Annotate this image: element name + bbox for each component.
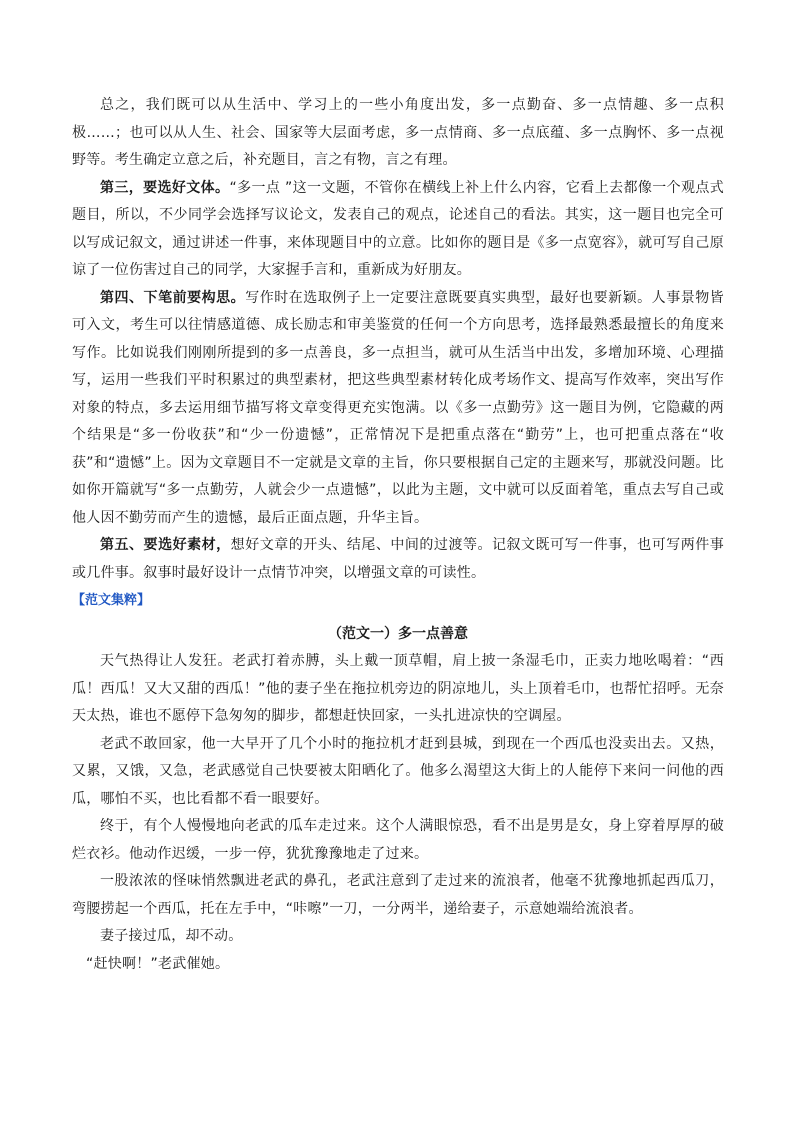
paragraph-fourth-point [72,285,724,533]
essay-title: （范文一）多一点善意 [328,625,468,642]
essay-paragraph: 一股浓浓的怪味悄然飘进老武的鼻孔，老武注意到了走过来的流浪者，他毫不犹豫地抓起西瓜刀，弯腰捞起一个西瓜，托在左手中，“咔嚓”一刀，一分两半，递给妻子，示意她端给流浪者。 [72,873,724,917]
essay-paragraph: 老武不敢回家，他一大早开了几个小时的拖拉机才赶到县城，到现在一个西瓜也没卖出去。又热，又累，又饿，又急，老武感觉自己快要被太阳晒化了。他多么渴望这大街上的人能停下来问一问他的西瓜，哪怕不买，也比看都不看一眼要好。 [72,735,724,807]
essay-paragraph: “赶快啊！”老武催她。 [86,955,230,972]
paragraph-third-point [72,175,724,285]
fifth-point-heading: 第五、要选好素材， [100,537,231,553]
fifth-point-body: 想好文章的开头、结尾、中间的过渡等。记叙文既可写一件事，也可写两件事或几件事。叙事时最好设计一点情节冲突，以增强文章的可读性。 [72,537,725,581]
document-page [72,92,724,978]
paragraph-fifth-point [72,532,724,587]
third-point-body: “多一点 ”这一文题，不管你在横线上补上什么内容，它看上去都像一个观点式题目，所以，不少同学会选择写议论文，发表自己的观点，论述自己的看法。其实，这一题目也完全可以写成记叙文，通过讲述一件事，来体现题目中的立意。比如你的题目是《多一点宽容》，就可写自己原谅了一位伤害过自己的同学，大家握手言和，重新成为好朋友。 [72,179,724,278]
paragraph-summary: 总之，我们既可以从生活中、学习上的一些小角度出发，多一点勤奋、多一点情趣、多一点积极……；也可以从人生、社会、国家等大层面考虑，多一点情商、多一点底蕴、多一点胸怀、多一点视野等。考生确定立意之后，补充题目，言之有物，言之有理。 [72,97,724,168]
fourth-point-heading: 第四、下笔前要构思。 [100,289,246,306]
essay-paragraph: 妻子接过瓜，却不动。 [100,928,243,944]
essay-paragraph: 终于，有个人慢慢地向老武的瓜车走过来。这个人满眼惊恐，看不出是男是女，身上穿着厚厚的破烂衣衫。他动作迟缓，一步一停，犹犹豫豫地走了过来。 [72,818,724,862]
third-point-heading: 第三，要选好文体。 [100,179,230,196]
essay-paragraph: 天气热得让人发狂。老武打着赤膊，头上戴一顶草帽，肩上披一条湿毛巾，正卖力地吆喝着：“西瓜！西瓜！又大又甜的西瓜！”他的妻子坐在拖拉机旁边的阴凉地儿，头上顶着毛巾，也帮忙招呼。无奈天太热，谁也不愿停下急匆匆的脚步，都想赶快回家，一头扎进凉快的空调屋。 [72,653,724,724]
section-tag-model-essays: 【范文集粹】 [72,593,151,608]
fourth-point-body: 写作时在选取例子上一定要注意既要真实典型，最好也要新颖。人事景物皆可入文，考生可以往情感道德、成长励志和审美鉴赏的任何一个方向思考，选择最熟悉最擅长的角度来写作。比如说我们刚刚所提到的多一点善良，多一点担当，就可从生活当中出发，多增加环境、心理描写，运用一些我们平时积累过的典型素材，把这些典型素材转化成考场作文、提高写作效率，突出写作对象的特点，多去运用细节描写将文章变得更充实饱满。以《多一点勤劳》这一题目为例，它隐藏的两个结果是“多一份收获”和“少一份遗憾”，正常情况下是把重点落在“勤劳”上，也可把重点落在“收获”和“遗憾”上。因为文章题目不一定就是文章的主旨，你只要根据自己定的主题来写，那就没问题。比如你开篇就写“多一点勤劳，人就会少一点遗憾”，以此为主题，文中就可以反面着笔，重点去写自己或他人因不勤劳而产生的遗憾，最后正面点题，升华主旨。 [72,289,725,526]
